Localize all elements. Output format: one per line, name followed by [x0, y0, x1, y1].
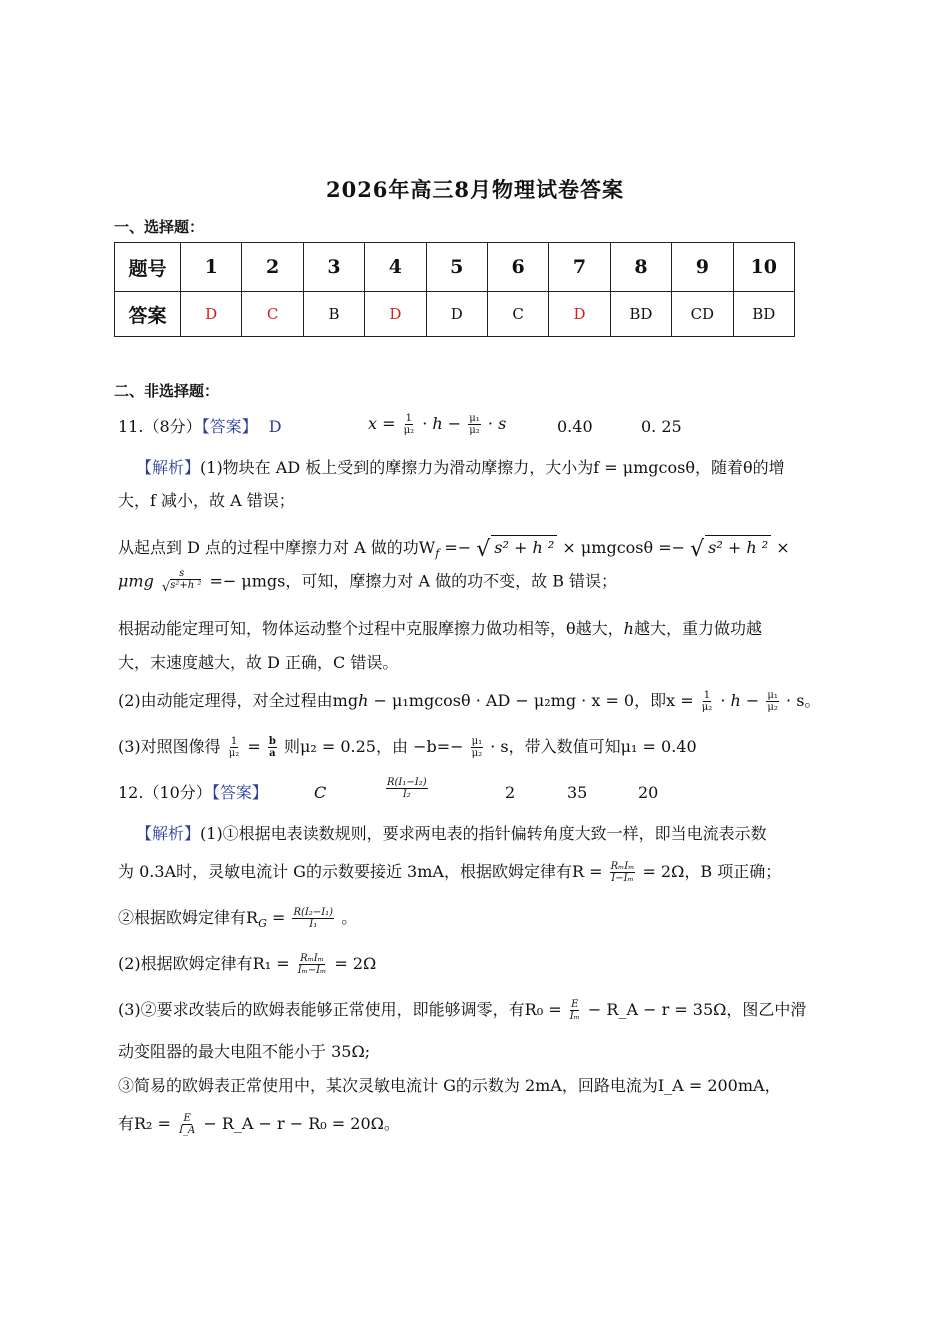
q11-l3a: 从起点到 D 点的过程中摩擦力对 A 做的功W [118, 538, 436, 557]
section-1-heading: 一、选择题： [114, 218, 205, 236]
q12-l3b: 。 [341, 908, 358, 927]
sqrt-sign: √ [476, 537, 491, 562]
table-cell-number: 3 [303, 243, 364, 292]
frac-num: μ₁ [469, 413, 480, 424]
table-cell-number: 7 [549, 243, 610, 292]
q11-l8-frac-2 [268, 736, 277, 759]
q11-analysis-line-2: 大，f 减小，故 A 错误； [118, 491, 295, 510]
table-head-answer: 答案 [115, 292, 181, 337]
q11-l8-frac-3 [471, 736, 484, 759]
table-cell-answer: D [365, 292, 426, 337]
table-cell-number: 6 [487, 243, 548, 292]
q11-ans2-mid: · ℎ − [422, 414, 462, 433]
q11-l8-frac-1 [228, 736, 241, 759]
q11-analysis-line-1 [136, 456, 785, 480]
q12-analysis-line-7: ③简易的欧姆表正常使用中，某次灵敏电流计 G的示数为 2mA，回路电流为I_A = 200mA， [118, 1076, 781, 1095]
q11-l7-frac-1 [701, 690, 714, 713]
q11-l8d: · s，带入数值可知μ₁ = 0.40 [490, 737, 697, 756]
q11-ans2-frac-1 [403, 413, 416, 436]
q11-analysis-line-5: 根据动能定理可知，物体运动整个过程中克服摩擦力做功相等，θ越大，ℎ越大，重力做功越 [118, 619, 762, 638]
q12-analysis-line-4 [118, 952, 376, 976]
frac-den: μ₂ [471, 748, 483, 759]
q11-l3e: s² + ℎ ² [705, 535, 771, 560]
frac-num: b [268, 736, 276, 747]
q11-answer-line [118, 415, 282, 439]
frac-den: μ₂ [228, 748, 240, 759]
q12-l8b: − R_A − r − R₀ = 20Ω。 [203, 1114, 400, 1133]
q12-analysis-line-3: ②根据欧姆定律有$R_G$ = $\frac{\text{R(I₂−I₁)}}{\text{I₁}}$ 。 [118, 907, 358, 931]
frac-num: R(I₂−I₁) [293, 907, 334, 918]
frac-den [161, 580, 202, 596]
q12-answer-4: 35 [567, 783, 588, 802]
q12-analysis-line-5 [118, 998, 806, 1022]
frac-den: Iₘ [569, 1011, 580, 1022]
frac-den: I₂ [402, 789, 411, 800]
q11-analysis-line-7 [118, 689, 820, 713]
q12-l8a: 有R₂ = [118, 1114, 171, 1133]
frac-den: Iₘ−Iₘ [297, 965, 327, 976]
frac-num: R(I₁−I₂) [387, 777, 427, 788]
frac-num: 1 [405, 413, 413, 424]
table-cell-number: 2 [242, 243, 303, 292]
sqrt-sign: √ [690, 537, 705, 562]
q11-analysis-line-6: 大，末速度越大，故 D 正确，C 错误。 [118, 653, 399, 672]
q11-ans2-lhs: x = [368, 414, 396, 433]
table-cell-number: 8 [610, 243, 671, 292]
frac-num: μ₁ [767, 690, 778, 701]
q11-l7-frac-2 [766, 690, 779, 713]
q11-answer-4: 0. 25 [641, 417, 682, 436]
q12-l2-frac [610, 861, 636, 884]
q11-l7a: (2)由动能定理得，对全过程由mgℎ − μ₁mgcosθ · AD − μ₂mg · x = 0，即x = [118, 691, 694, 710]
frac-num: E [571, 999, 579, 1010]
frac-den: μ₂ [701, 702, 713, 713]
q11-l8b: = [247, 737, 261, 756]
table-cell-answer: B [303, 292, 364, 337]
table-cell-answer: BD [610, 292, 671, 337]
q11-ans2-tail: · s [487, 414, 507, 433]
q11-l3b: =− [439, 538, 472, 557]
table-cell-answer: C [242, 292, 303, 337]
q12-l4b: = 2Ω [334, 954, 377, 973]
frac-den-text: s²+ℎ ² [170, 580, 202, 591]
frac-num: RₘIₘ [300, 953, 324, 964]
q12-analysis-line-8 [118, 1112, 400, 1136]
q12-analysis-line-2 [118, 860, 781, 884]
table-cell-answer: D [549, 292, 610, 337]
table-cell-answer: CD [672, 292, 733, 337]
q12-answer-line [118, 781, 268, 805]
subscript-g: G [258, 917, 267, 931]
table-cell-answer: D [426, 292, 487, 337]
frac-num: 1 [230, 736, 238, 747]
frac-den: μ₂ [403, 425, 415, 436]
q12-l1-text: (1)①根据电表读数规则，要求两电表的指针偏转角度大致一样，即当电流表示数 [200, 824, 767, 843]
q11-l8c: 则μ₂ = 0.25，由 −b=− [283, 737, 464, 756]
q11-answer-2 [368, 412, 506, 436]
q11-l7c: · s。 [786, 691, 821, 710]
page-title: 2026年高三8月物理试卷答案 [325, 177, 625, 202]
table-cell-answer: BD [733, 292, 794, 337]
q11-l8a: (3)对照图像得 [118, 737, 221, 756]
frac-den: μ₂ [469, 425, 480, 436]
frac-num: RₘIₘ [610, 861, 635, 872]
frac-num: 1 [703, 690, 711, 701]
frac-den: μ₂ [767, 702, 778, 713]
q11-analysis-line-8 [118, 735, 697, 759]
q12-answer-2 [384, 776, 430, 800]
frac-den: I_A [179, 1125, 196, 1136]
q11-l3f: × [771, 538, 790, 557]
q11-answer-tag: 【答案】 [201, 417, 258, 436]
q11-l3d: × μmgcosθ =− [557, 538, 686, 557]
frac-den: I₁ [309, 919, 318, 930]
q12-answer-1: C [314, 783, 327, 802]
q11-l4b: =− μmgs，可知，摩擦力对 A 做的功不变，故 B 错误； [209, 571, 618, 591]
frac-num: E [183, 1113, 191, 1124]
q11-analysis-tag: 【解析】 [136, 458, 201, 477]
q11-ans2-frac-2 [468, 413, 481, 436]
table-row-answers [115, 292, 795, 337]
q12-l4-frac [297, 953, 328, 976]
answer-table [114, 242, 795, 337]
q12-analysis-line-6: 动变阻器的最大电阻不能小于 35Ω; [118, 1042, 371, 1061]
sqrt-sign: √ [161, 580, 171, 595]
table-cell-number: 4 [365, 243, 426, 292]
q12-analysis-tag: 【解析】 [136, 824, 201, 843]
q12-l2b: = 2Ω，B 项正确； [642, 862, 782, 881]
q11-l3c: s² + ℎ ² [491, 535, 557, 560]
q12-l8-frac [178, 1113, 196, 1136]
q11-analysis-line-3 [118, 535, 790, 566]
table-cell-number: 9 [672, 243, 733, 292]
table-cell-number: 10 [733, 243, 794, 292]
q12-l5b: − R_A − r = 35Ω，图乙中滑 [587, 1000, 807, 1019]
frac-den: a [269, 748, 276, 759]
table-row-numbers [115, 243, 795, 292]
q12-l5-frac [569, 999, 581, 1022]
q12-answer-tag: 【答案】 [211, 783, 268, 802]
table-cell-answer: C [487, 292, 548, 337]
q11-l4-frac [161, 568, 202, 596]
q12-l2a: 为 0.3A时，灵敏电流计 G的示数要接近 3mA，根据欧姆定律有R = [118, 862, 603, 881]
q12-l4a: (2)根据欧姆定律有R₁ = [118, 954, 290, 973]
q12-prefix: 12.（10分） [118, 783, 212, 802]
q12-l5a: (3)②要求改装后的欧姆表能够正常使用，即能够调零，有R₀ = [118, 1000, 562, 1019]
table-cell-number: 1 [181, 243, 242, 292]
frac-num: μ₁ [471, 736, 483, 747]
q11-l7b: · ℎ − [720, 691, 760, 710]
subscript-f: f [435, 547, 440, 561]
q12-l3a: ②根据欧姆定律有R [118, 908, 259, 927]
q12-l3-frac [292, 907, 334, 930]
q11-answer-1: D [268, 417, 282, 436]
q11-l4a: μmg [118, 571, 154, 591]
table-cell-number: 5 [426, 243, 487, 292]
frac-num: s [179, 568, 185, 579]
table-cell-answer: D [181, 292, 242, 337]
q12-answer-5: 20 [638, 783, 659, 802]
q11-analysis-line-4 [118, 568, 617, 596]
q11-l1-text: (1)物块在 AD 板上受到的摩擦力为滑动摩擦力，大小为f = μmgcosθ，随着θ的增 [200, 458, 785, 477]
q12-analysis-line-1 [136, 822, 767, 846]
frac-den: I−Iₘ [611, 873, 634, 884]
q12-answer-3: 2 [505, 783, 516, 802]
table-head-number: 题号 [115, 243, 181, 292]
section-2-heading: 二、非选择题： [114, 382, 220, 400]
q11-prefix: 11.（8分） [118, 417, 202, 436]
q11-answer-3: 0.40 [557, 417, 593, 436]
q12-ans2-frac [386, 777, 428, 800]
